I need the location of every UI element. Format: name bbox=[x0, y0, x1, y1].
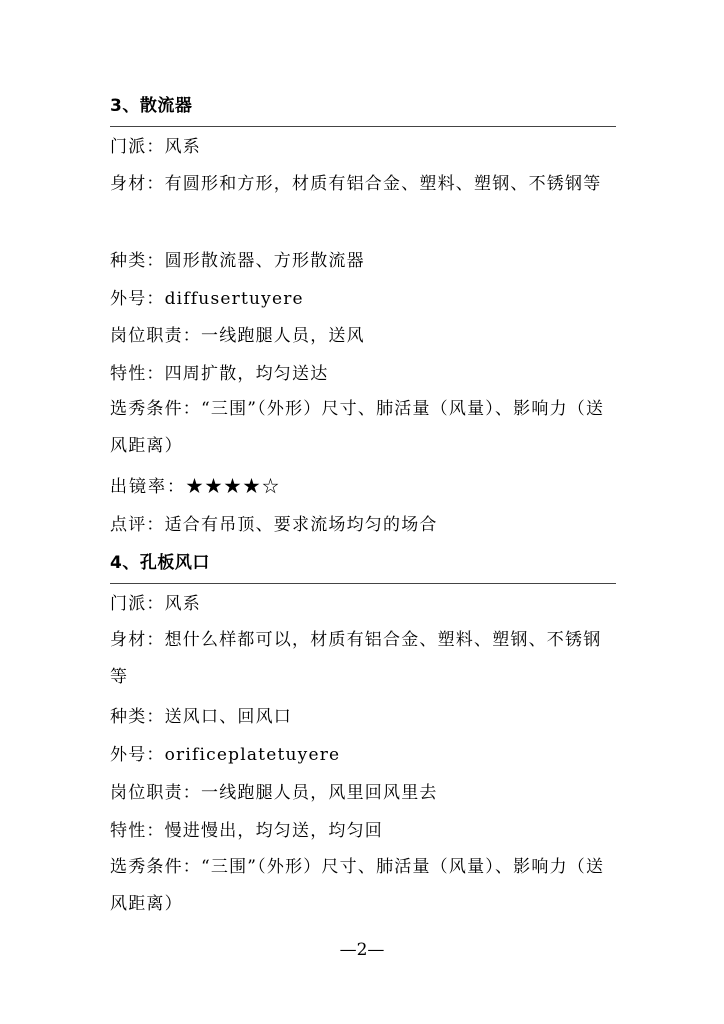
orifice-feature: 特性：慢进慢出，均匀送，均匀回 bbox=[110, 821, 383, 841]
diffuser-rating: 出镜率：★★★★☆ bbox=[110, 477, 281, 497]
section-heading-diffuser: 3、散流器 bbox=[110, 96, 193, 116]
diffuser-duty: 岗位职责：一线跑腿人员，送风 bbox=[110, 326, 365, 346]
diffuser-comment: 点评：适合有吊顶、要求流场均匀的场合 bbox=[110, 515, 438, 535]
orifice-build: 身材：想什么样都可以，材质有铝合金、塑料、塑钢、不锈钢等 bbox=[110, 630, 602, 687]
diffuser-school: 门派：风系 bbox=[110, 137, 201, 157]
diffuser-build: 身材：有圆形和方形，材质有铝合金、塑料、塑钢、不锈钢等 bbox=[110, 174, 602, 194]
orifice-criteria: 选秀条件：“三围”（外形）尺寸、肺活量（风量）、影响力（送风距离） bbox=[110, 857, 605, 914]
diffuser-feature: 特性：四周扩散，均匀送达 bbox=[110, 364, 329, 384]
diffuser-nickname: 外号：diffusertuyere bbox=[110, 289, 304, 309]
diffuser-criteria: 选秀条件：“三围”（外形）尺寸、肺活量（风量）、影响力（送风距离） bbox=[110, 399, 605, 456]
section-divider bbox=[110, 126, 616, 127]
orifice-school: 门派：风系 bbox=[110, 594, 201, 614]
orifice-nickname: 外号：orificeplatetuyere bbox=[110, 745, 341, 765]
section-heading-orifice-plate: 4、孔板风口 bbox=[110, 553, 210, 573]
orifice-duty: 岗位职责：一线跑腿人员，风里回风里去 bbox=[110, 783, 438, 803]
section-divider bbox=[110, 583, 616, 584]
orifice-types: 种类：送风口、回风口 bbox=[110, 707, 292, 727]
page-number: —2— bbox=[339, 940, 385, 960]
diffuser-types: 种类：圆形散流器、方形散流器 bbox=[110, 251, 365, 271]
